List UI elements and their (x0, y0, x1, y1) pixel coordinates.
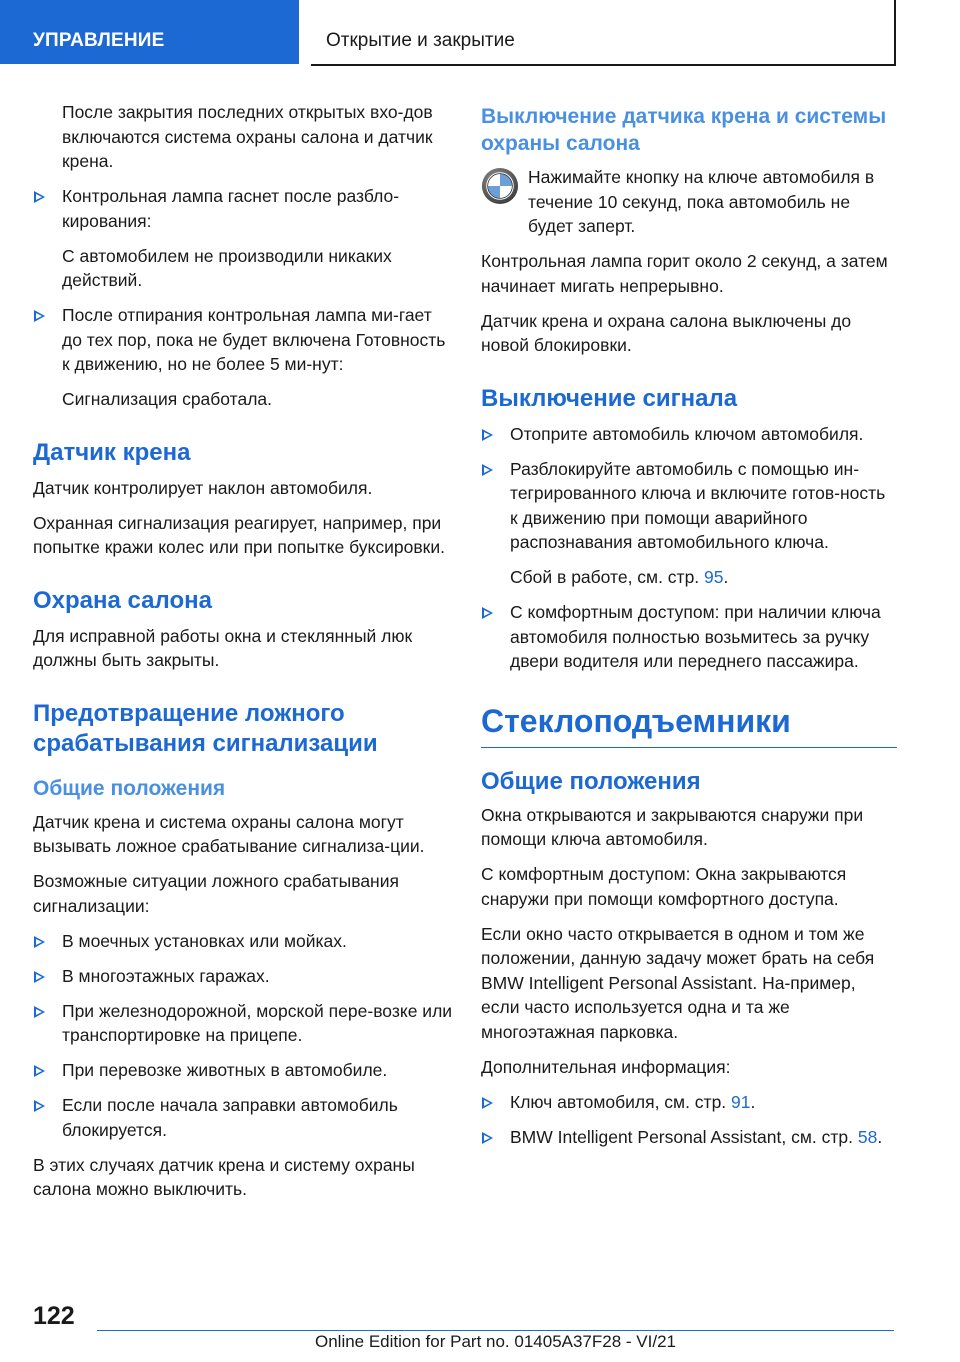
list-item-text: С комфортным доступом: при наличии ключа автомобиля полностью возьмитесь за ручку двери водителя или переднего пассажира. (510, 602, 881, 671)
list-item-text: В моечных установках или мойках. (62, 930, 347, 951)
page-link-91[interactable]: 91 (731, 1091, 751, 1112)
heading-false-alarm: Предотвращение ложного срабатывания сигнализации (33, 699, 378, 757)
subheading-windows-general: Общие положения (481, 767, 701, 795)
right-column (481, 100, 897, 1160)
list-item (481, 457, 897, 555)
intro-text: После закрытия последних открытых вхо-дов включаются система охраны салона и датчик крена. (62, 102, 433, 171)
chapter-title: Открытие и закрытие (311, 0, 896, 66)
triangle-bullet-icon (34, 971, 45, 983)
triangle-bullet-icon (34, 1006, 45, 1018)
list-item-text: После отпирания контрольная лампа ми-гает до тех пор, пока не будет включена Готовность к движению, но не более 5 ми-нут: (62, 305, 446, 374)
list-item (33, 184, 453, 233)
footer-edition: Online Edition for Part no. 01405A37F28 - VI/21 (314, 1332, 676, 1351)
subheading-switch-off: Выключение датчика крена и системы охраны салона (481, 105, 887, 155)
triangle-bullet-icon (482, 1097, 493, 1109)
paragraph: Охранная сигнализация реагирует, например, при попытке кражи колес или при попытке буксировки. (33, 512, 445, 557)
heading-alarm-off: Выключение сигнала (481, 384, 738, 412)
paragraph-text: Нажимайте кнопку на ключе автомобиля в течение 10 секунд, пока автомобиль не будет заперт. (528, 167, 875, 236)
triangle-bullet-icon (34, 1100, 45, 1112)
list-item (33, 1058, 453, 1083)
list-item (481, 1125, 897, 1150)
triangle-bullet-icon (482, 1132, 493, 1144)
paragraph: С комфортным доступом: Окна закрываются снаружи при помощи комфортного доступа. (481, 864, 847, 909)
list-item-text: Контрольная лампа гаснет после разбло-кирования: (62, 186, 400, 231)
paragraph: В этих случаях датчик крена и систему охраны салона можно выключить. (33, 1154, 415, 1199)
subheading-general: Общие положения (33, 776, 226, 800)
list-item-subtext: С автомобилем не производили никаких действий. (62, 245, 392, 290)
list-item (481, 1090, 897, 1115)
paragraph: Если окно часто открывается в одном и том же положении, данную задачу может брать на себя BMW Intelligent Personal Assistant. На-пример, если часто используется одна и та же многоэтажная парковка. (481, 923, 875, 1042)
cross-ref-text: Сбой в работе, см. стр. (510, 567, 700, 587)
list-item-text: При железнодорожной, морской пере-возке или транспортировке на прицепе. (62, 1000, 453, 1045)
footer-divider (97, 1330, 894, 1331)
list-item (33, 964, 453, 989)
paragraph: Для исправной работы окна и стеклянный люк должны быть закрыты. (33, 625, 413, 670)
heading-windows: Стеклоподъемники (481, 702, 897, 748)
list-item (33, 929, 453, 954)
list-item-text: Разблокируйте автомобиль с помощью ин-тегрированного ключа и включите готов-ность к движению при помощи аварийного распознавания автомобильного ключа. (510, 458, 886, 552)
list-item (481, 422, 897, 447)
triangle-bullet-icon (34, 936, 45, 948)
heading-tilt-sensor: Датчик крена (33, 438, 191, 466)
list-item-text: Если после начала заправки автомобиль блокируется. (62, 1095, 398, 1140)
list-item-subtext: Сигнализация сработала. (62, 389, 273, 409)
punctuation: . (750, 1091, 756, 1112)
list-item (33, 303, 453, 377)
paragraph: Датчик крена и система охраны салона могут вызывать ложное срабатывание сигнализа-ции. (33, 811, 425, 856)
paragraph: Возможные ситуации ложного срабатывания сигнализации: (33, 871, 399, 916)
section-tab: УПРАВЛЕНИЕ (0, 0, 299, 64)
paragraph: Контрольная лампа горит около 2 секунд, а затем начинает мигать непрерывно. (481, 251, 888, 296)
punctuation: . (723, 567, 729, 587)
triangle-bullet-icon (34, 1065, 45, 1077)
left-column (33, 100, 453, 1212)
triangle-bullet-icon (482, 607, 493, 619)
list-item (33, 1093, 453, 1142)
triangle-bullet-icon (482, 464, 493, 476)
cross-ref-text: BMW Intelligent Personal Assistant, см. стр. (510, 1126, 853, 1147)
paragraph: Дополнительная информация: (481, 1056, 731, 1077)
triangle-bullet-icon (34, 310, 45, 322)
paragraph: Датчик контролирует наклон автомобиля. (33, 477, 373, 498)
heading-interior-protection: Охрана салона (33, 586, 212, 614)
list-item-text: Отоприте автомобиль ключом автомобиля. (510, 423, 864, 444)
list-item-text: При перевозке животных в автомобиле. (62, 1060, 388, 1080)
paragraph: Окна открываются и закрываются снаружи при помощи ключа автомобиля. (481, 804, 864, 849)
page-link-95[interactable]: 95 (704, 567, 724, 587)
bmw-logo-icon (481, 167, 519, 205)
paragraph: Датчик крена и охрана салона выключены до новой блокировки. (481, 310, 852, 355)
cross-ref-text: Ключ автомобиля, см. стр. (510, 1091, 727, 1112)
list-item-text: В многоэтажных гаражах. (62, 965, 270, 986)
list-item (481, 600, 897, 674)
punctuation: . (877, 1126, 883, 1147)
list-item (33, 999, 453, 1048)
list-item-subtext (481, 565, 897, 590)
page-link-58[interactable]: 58 (857, 1126, 878, 1147)
page-number: 122 (33, 1302, 75, 1330)
triangle-bullet-icon (34, 191, 45, 203)
key-instruction (481, 165, 897, 239)
triangle-bullet-icon (482, 429, 493, 441)
